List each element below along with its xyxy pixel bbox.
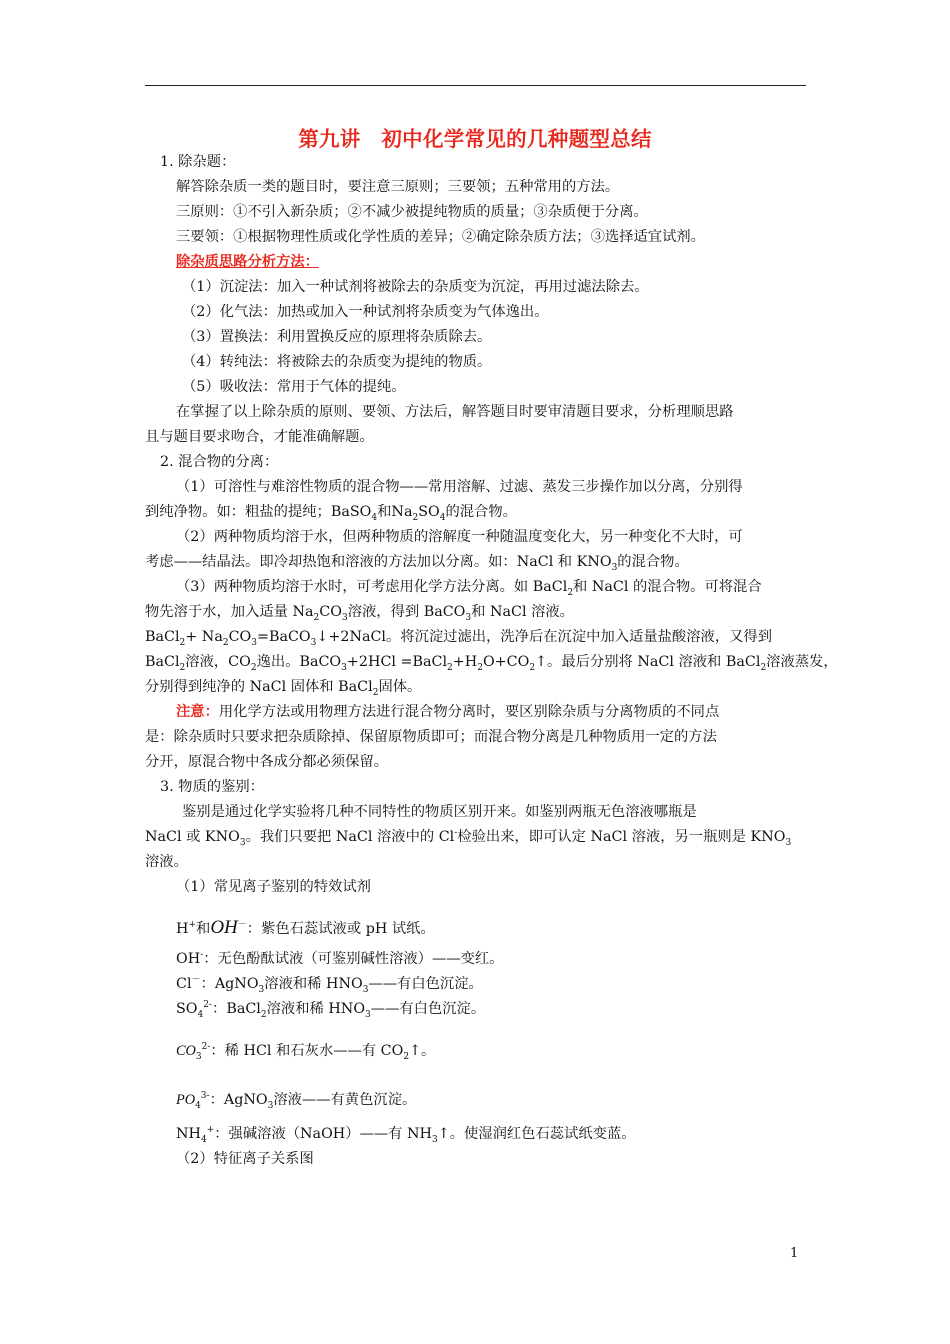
section-3-heading: 3. 物质的鉴别： bbox=[160, 779, 264, 795]
paragraph-line: 考虑——结晶法。即冷却热饱和溶液的方法加以分离。如：NaCl 和 $KNO_3$的混合物。 bbox=[145, 554, 689, 573]
method-item: （1）沉淀法：加入一种试剂将被除去的杂质变为沉淀，再用过滤法除去。 bbox=[182, 279, 649, 295]
section-1-heading: 1. 除杂题： bbox=[160, 154, 236, 170]
equation-line: 分别得到纯净的 NaCl 固体和 BaCl$_2$固体。 bbox=[145, 679, 422, 698]
equation-line: BaCl$_2$溶液，$CO_2$逸出。BaCO$_3$+2HCl $=BaCl_2+H_2O+CO_2↑$。最后分别将 NaCl 溶液和 BaCl$_2$溶液蒸发， bbox=[145, 654, 838, 673]
page-number: 1 bbox=[790, 1246, 799, 1261]
note-line: 分开，原混合物中各成分都必须保留。 bbox=[145, 754, 389, 770]
section-1-points: 三要领：①根据物理性质或化学性质的差异；②确定除杂质方法；③选择适宜试剂。 bbox=[176, 229, 705, 245]
ion-row-co3: $CO_3^{2-}$：稀 HCl 和石灰水——有 $CO_2↑$。 bbox=[176, 1042, 436, 1062]
paragraph-line: （2）两种物质均溶于水，但两种物质的溶解度一种随温度变化大，另一种变化不大时，可 bbox=[176, 529, 743, 545]
method-item: （3）置换法：利用置换反应的原理将杂质除去。 bbox=[182, 329, 492, 345]
method-item: （2）化气法：加热或加入一种试剂将杂质变为气体逸出。 bbox=[182, 304, 549, 320]
paragraph-line: （3）两种物质均溶于水时，可考虑用化学方法分离。如 BaCl$_2$和 NaCl 的混合物。可将混合 bbox=[176, 579, 762, 598]
equation-line: BaCl$_2$+ $Na_2CO_3=BaCO_3↓+2NaCl$。将沉淀过滤出，洗净后在沉淀中加入适量盐酸溶液，又得到 bbox=[145, 629, 773, 648]
paragraph-line: 物先溶于水，加入适量 $Na_2CO_3$溶液，得到 BaCO$_3$和 NaCl 溶液。 bbox=[145, 604, 574, 623]
ion-row-nh4: $NH_4^+$：强碱溶液（NaOH）——有 $NH_3↑$。使湿润红色石蕊试纸变蓝。 bbox=[176, 1125, 636, 1145]
ion-row-oh: OH-：无色酚酞试液（可鉴别碱性溶液）——变红。 bbox=[176, 950, 504, 967]
paragraph-line: （1）可溶性与难溶性物质的混合物——常用溶解、过滤、蒸发三步操作加以分离，分别得 bbox=[176, 479, 743, 495]
header-rule bbox=[145, 85, 806, 86]
paragraph-line: 鉴别是通过化学实验将几种不同特性的物质区别开来。如鉴别两瓶无色溶液哪瓶是 bbox=[182, 804, 697, 820]
page-title: 第九讲 初中化学常见的几种题型总结 bbox=[298, 127, 652, 151]
note-line: 是：除杂质时只要求把杂质除掉、保留原物质即可；而混合物分离是几种物质用一定的方法 bbox=[145, 729, 717, 745]
method-title-text: 除杂质思路分析方法： bbox=[176, 254, 319, 270]
paragraph-line: 溶液。 bbox=[145, 854, 188, 870]
ion-row-so4: $SO_4^{2-}$：BaCl$_2$溶液和稀 $HNO_3——$有白色沉淀。 bbox=[176, 1000, 486, 1020]
method-item: （5）吸收法：常用于气体的提纯。 bbox=[182, 379, 406, 395]
paragraph-line: 到纯净物。如：粗盐的提纯；BaSO$_4$和$Na_2SO_4$的混合物。 bbox=[145, 504, 517, 523]
summary-line: 且与题目要求吻合，才能准确解题。 bbox=[145, 429, 374, 445]
summary-line: 在掌握了以上除杂质的原则、要领、方法后，解答题目时要审清题目要求，分析理顺思路 bbox=[176, 404, 734, 420]
section-2-heading: 2. 混合物的分离： bbox=[160, 454, 279, 470]
method-title bbox=[176, 252, 319, 272]
method-item: （4）转纯法：将被除去的杂质变为提纯的物质。 bbox=[182, 354, 492, 370]
note-label: 注意： bbox=[176, 704, 219, 720]
note-line: 注意：用化学方法或用物理方法进行混合物分离时，要区别除杂质与分离物质的不同点 bbox=[176, 704, 720, 720]
ion-row-h: H+和OH－：紫色石蕊试液或 pH 试纸。 bbox=[176, 917, 435, 938]
section-1-principles: 三原则：①不引入新杂质；②不减少被提纯物质的质量；③杂质便于分离。 bbox=[176, 204, 648, 220]
section-1-intro: 解答除杂质一类的题目时，要注意三原则；三要领；五种常用的方法。 bbox=[176, 179, 620, 195]
paragraph-line: NaCl 或 $KNO_3$。我们只要把 NaCl 溶液中的 Cl-检验出来，即可认定 NaCl 溶液，另一瓶则是 $KNO_3$ bbox=[145, 828, 792, 848]
ion-row-cl: Cl－：AgNO$_3$溶液和稀 $HNO_3——$有白色沉淀。 bbox=[176, 975, 483, 995]
subheading: （1）常见离子鉴别的特效试剂 bbox=[176, 879, 371, 895]
subheading: （2）特征离子关系图 bbox=[176, 1151, 314, 1167]
ion-row-po4: $PO_4^{3-}$：AgNO$_3$溶液——有黄色沉淀。 bbox=[176, 1091, 417, 1111]
